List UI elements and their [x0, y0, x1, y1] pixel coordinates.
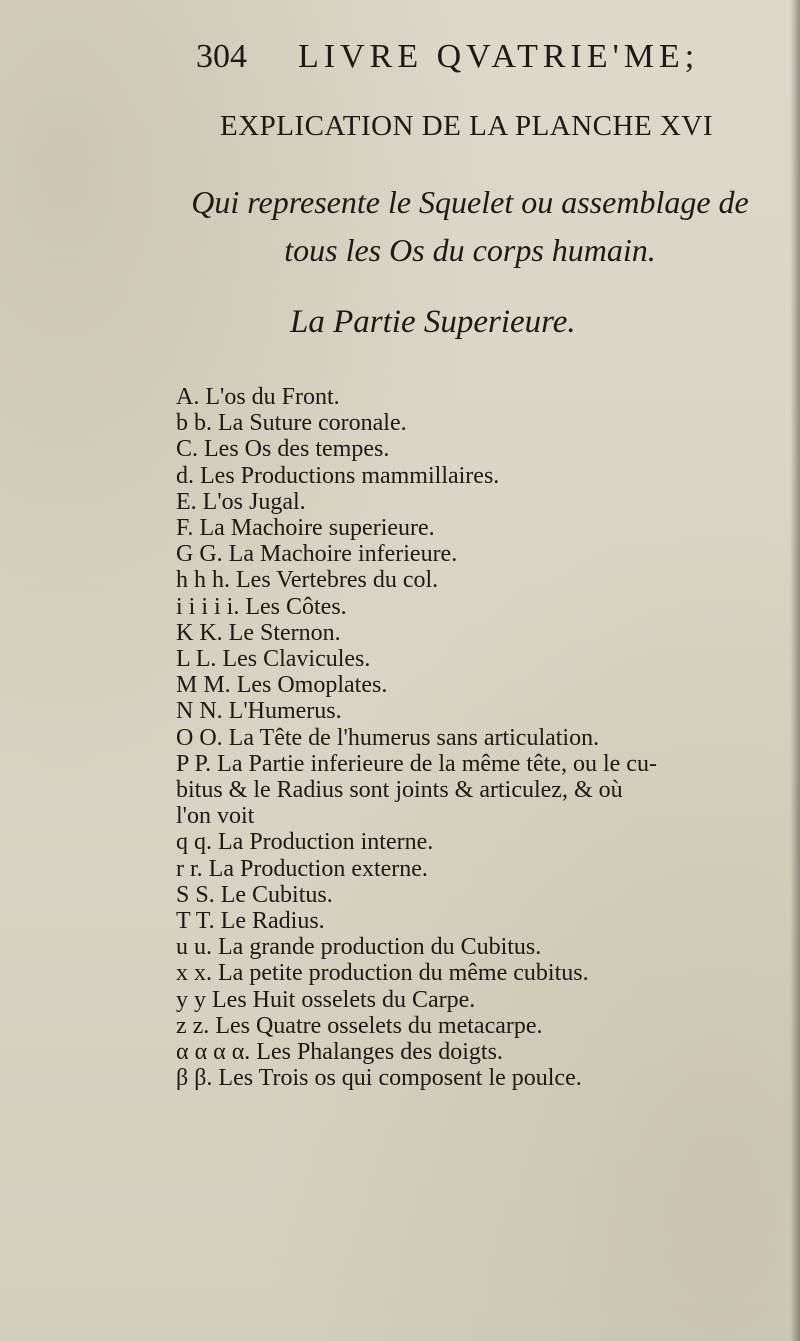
legend-item [176, 960, 776, 986]
legend-letters: α α α α. [176, 1039, 251, 1066]
legend-item [176, 515, 776, 541]
legend-text: La Partie inferieure de la même tête, ou le cu- [217, 750, 657, 777]
plate-heading: EXPLICATION DE LA PLANCHE XVI [220, 110, 713, 142]
legend-text-continued: bitus & le Radius sont joints & articulez, & où [176, 777, 623, 804]
legend-text: Le Radius. [220, 908, 325, 935]
legend-letters: P P. [176, 750, 212, 777]
legend-text: La grande production du Cubitus. [218, 934, 542, 961]
legend-letters: q q. [176, 829, 212, 856]
legend-text: La Production interne. [218, 829, 434, 856]
legend-letters: N N. [176, 698, 223, 725]
legend-letters: K K. [176, 619, 223, 646]
legend-letters: O O. [176, 724, 223, 751]
legend-item [176, 908, 776, 934]
section-title: La Partie Superieure. [290, 304, 576, 340]
legend-letters: L L. [176, 646, 217, 673]
legend-text: Les Clavicules. [222, 646, 371, 673]
plate-subtitle [150, 178, 790, 274]
legend-letters: u u. [176, 934, 212, 961]
subtitle-line-1: Qui represente le Squelet ou assemblage de [191, 184, 749, 220]
running-head [196, 30, 776, 80]
legend-letters: r r. [176, 855, 203, 882]
legend-item [176, 725, 776, 751]
legend-item [176, 751, 776, 830]
legend-item [176, 672, 776, 698]
legend-letters: M M. [176, 672, 231, 699]
legend-item [176, 463, 776, 489]
legend-item [176, 620, 776, 646]
legend-item [176, 856, 776, 882]
legend-item [176, 1039, 776, 1065]
legend-text: La Tête de l'humerus sans articulation. [228, 724, 600, 751]
legend-item [176, 698, 776, 724]
legend-text: Les Os des tempes. [204, 436, 390, 463]
legend-item [176, 987, 776, 1013]
page-edge-shadow [790, 0, 800, 1341]
legend-text: Les Productions mammillaires. [200, 462, 500, 489]
subtitle-line-2: tous les Os du corps humain. [284, 232, 656, 268]
book-label: LIVRE QVATRIE'ME; [298, 38, 700, 75]
legend-letters: C. [176, 436, 199, 463]
legend-item [176, 384, 776, 410]
legend-item [176, 567, 776, 593]
legend-letters: z z. [176, 1012, 210, 1039]
legend-letters: h h h. [176, 567, 230, 594]
legend-letters: F. [176, 515, 194, 542]
legend-item [176, 934, 776, 960]
legend-text: L'os Jugal. [202, 488, 306, 515]
legend-text: L'os du Front. [205, 384, 340, 410]
legend-text: La Machoire inferieure. [228, 541, 458, 568]
legend-item [176, 594, 776, 620]
legend-text: Les Huit osselets du Carpe. [212, 986, 476, 1013]
legend-item [176, 436, 776, 462]
legend-letters: S S. [176, 881, 215, 908]
legend-item [176, 541, 776, 567]
legend-text: Les Vertebres du col. [236, 567, 439, 594]
legend-letters: G G. [176, 541, 223, 568]
legend-letters: i i i i i. [176, 593, 240, 620]
legend-item [176, 1013, 776, 1039]
legend-item [176, 829, 776, 855]
legend-text: Les Côtes. [245, 593, 347, 620]
page-number: 304 [196, 38, 247, 75]
legend-text-continued: l'on voit [176, 803, 255, 830]
bone-legend-list [176, 384, 776, 1091]
legend-text: La Machoire superieure. [199, 515, 435, 542]
legend-letters: d. [176, 462, 194, 489]
legend-letters: b b. [176, 410, 212, 437]
legend-item [176, 410, 776, 436]
legend-letters: β β. [176, 1065, 213, 1092]
legend-text: Le Cubitus. [220, 881, 333, 908]
legend-text: Les Omoplates. [236, 672, 388, 699]
legend-item [176, 646, 776, 672]
legend-text: Les Quatre osselets du metacarpe. [215, 1012, 543, 1039]
legend-item [176, 882, 776, 908]
legend-letters: y y [176, 986, 206, 1013]
legend-text: Les Phalanges des doigts. [256, 1039, 503, 1066]
legend-item [176, 489, 776, 515]
legend-item [176, 1065, 776, 1091]
legend-letters: T T. [176, 908, 215, 935]
legend-text: La petite production du même cubitus. [218, 960, 589, 987]
legend-letters: E. [176, 488, 197, 515]
legend-letters: A. [176, 384, 200, 410]
legend-letters: x x. [176, 960, 212, 987]
legend-text: Les Trois os qui composent le poulce. [218, 1065, 582, 1092]
legend-text: Le Sternon. [228, 619, 341, 646]
legend-text: La Production externe. [208, 855, 428, 882]
legend-text: La Suture coronale. [218, 410, 407, 437]
legend-text: L'Humerus. [228, 698, 342, 725]
